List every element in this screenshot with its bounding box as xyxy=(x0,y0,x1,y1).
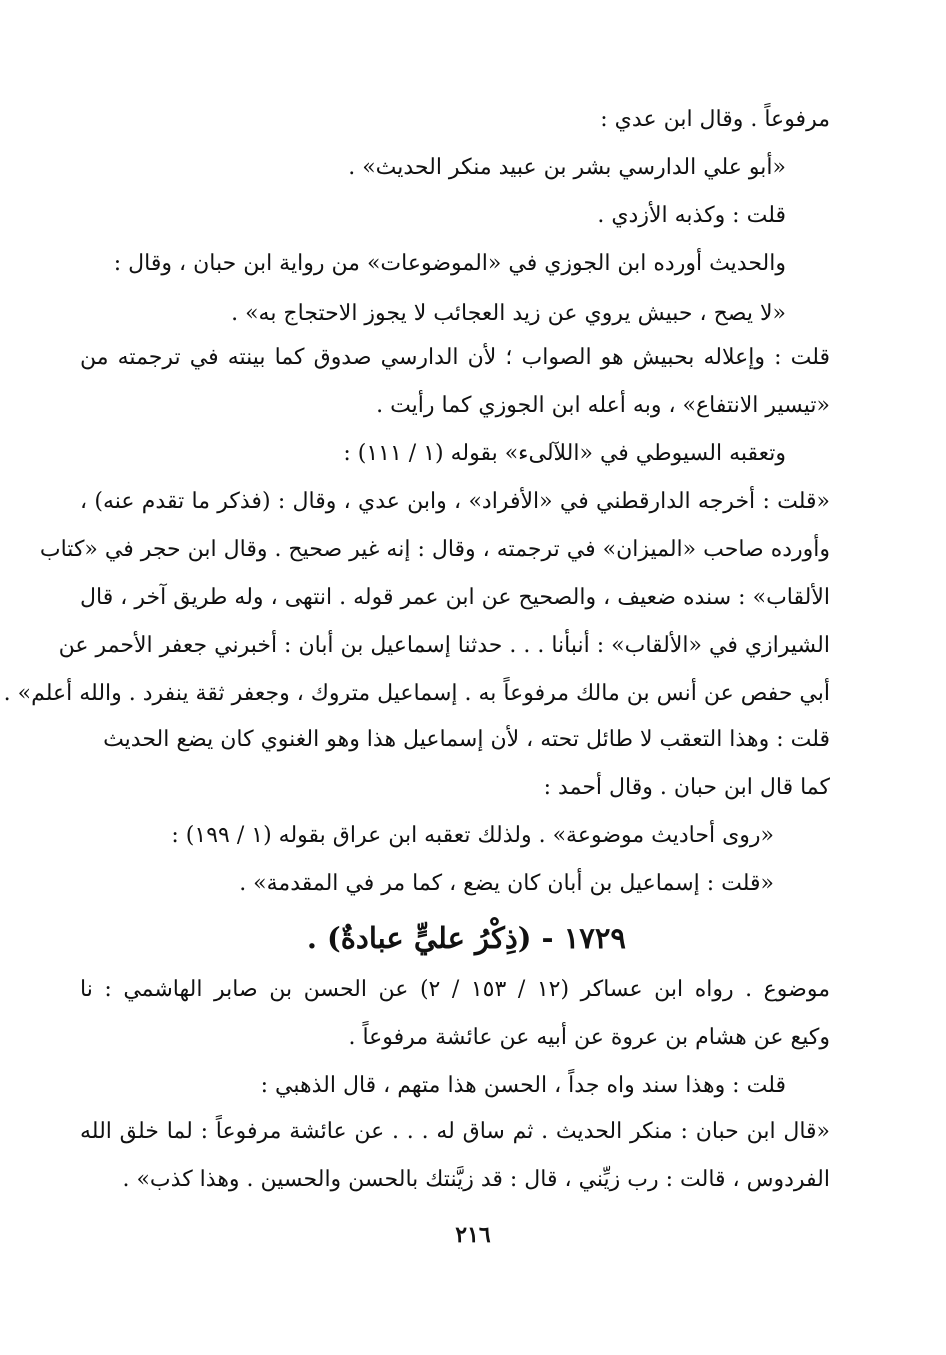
text-line: «تيسير الانتفاع» ، وبه أعله ابن الجوزي كما رأيت . xyxy=(376,393,830,418)
text-line: كما قال ابن حبان . وقال أحمد : xyxy=(543,775,830,800)
text-line: قلت : وهذا سند واه جداً ، الحسن هذا متهم ، قال الذهبي : xyxy=(260,1073,786,1098)
text-line: قلت : وهذا التعقب لا طائل تحته ، لأن إسماعيل هذا وهو الغنوي كان يضع الحديث xyxy=(103,727,830,752)
quote-line: «قلت : أخرجه الدارقطني في «الأفراد» ، وابن عدي ، وقال : (فذكر ما تقدم عنه) ، xyxy=(80,489,830,514)
quote-line: أبي حفص عن أنس بن مالك مرفوعاً به . إسماعيل متروك ، وجعفر ثقة ينفرد . والله أعلم» . xyxy=(3,681,830,706)
quote-line: الألقاب» : سنده ضعيف ، والصحيح عن ابن عمر قوله . انتهى ، وله طريق آخر ، قال xyxy=(80,585,830,610)
text-line: مرفوعاً . وقال ابن عدي : xyxy=(600,107,830,132)
quote-line: الفردوس ، قالت : رب زيِّني ، قال : قد زيَّنتك بالحسن والحسين . وهذا كذب» . xyxy=(122,1167,830,1192)
quote-line: الشيرازي في «الألقاب» : أنبأنا . . . حدثنا إسماعيل بن أبان : أخبرني جعفر الأحمر عن xyxy=(58,633,830,658)
quote-line: وأورده صاحب «الميزان» في ترجمته ، وقال : إنه غير صحيح . وقال ابن حجر في «كتاب xyxy=(39,537,830,562)
quote-line: «روى أحاديث موضوعة» . ولذلك تعقبه ابن عراق بقوله (١ / ١٩٩) : xyxy=(171,823,774,848)
text-line: قلت : وكذبه الأزدي . xyxy=(597,203,786,228)
text-line: قلت : وإعلاله بحبيش هو الصواب ؛ لأن الدارسي صدوق كما بينته في ترجمته من xyxy=(80,345,830,370)
page-number: ٢١٦ xyxy=(455,1222,491,1248)
text-line: وكيع عن هشام بن عروة عن أبيه عن عائشة مرفوعاً . xyxy=(348,1025,830,1050)
text-line: والحديث أورده ابن الجوزي في «الموضوعات» من رواية ابن حبان ، وقال : xyxy=(113,251,786,276)
text-line: موضوع . رواه ابن عساكر (١٢ / ١٥٣ / ٢) عن الحسن بن صابر الهاشمي : نا xyxy=(80,977,830,1002)
hadith-heading: ١٧٢٩ - (ذِكْرُ عليٍّ عبادةٌ) . xyxy=(306,921,626,955)
quote-line: «قال ابن حبان : منكر الحديث . ثم ساق له . . . عن عائشة مرفوعاً : لما خلق الله xyxy=(80,1119,830,1144)
quote-line: «أبو علي الدارسي بشر بن عبيد منكر الحديث» . xyxy=(348,155,786,180)
text-line: وتعقبه السيوطي في «اللآلىء» بقوله (١ / ١١١) : xyxy=(343,441,786,466)
quote-line: «لا يصح ، حبيش يروي عن زيد العجائب لا يجوز الاحتجاج به» . xyxy=(231,301,786,326)
quote-line: «قلت : إسماعيل بن أبان كان يضع ، كما مر في المقدمة» . xyxy=(239,871,774,896)
